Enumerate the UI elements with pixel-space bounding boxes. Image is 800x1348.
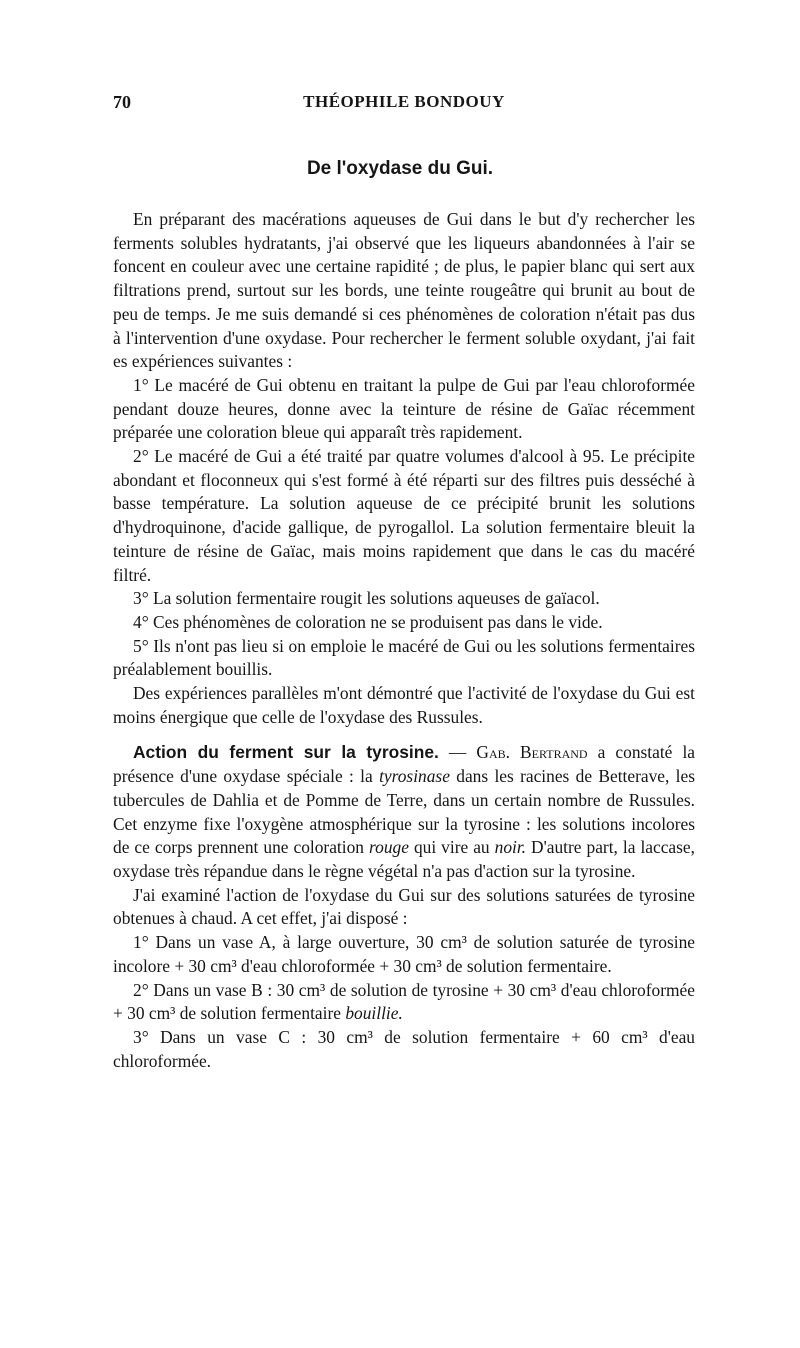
text-run: — [438,742,477,763]
paragraph [113,979,695,1026]
paragraph: 1° Dans un vase A, à large ouverture, 30 cm³ de solution saturée de tyrosine incolore + 30 cm³ d'eau chloroformée + 30 cm³ de solution fermentaire. [113,932,695,976]
section-title: De l'oxydase du Gui. [306,158,494,179]
text-run: qui vire au [408,837,495,858]
text-run: a constaté la présence d'une oxydase spéciale : la [113,742,695,787]
page-number: 70 [113,92,131,112]
running-head: THÉOPHILE BONDOUY [303,92,505,111]
term-tyrosinase: tyrosinase [379,766,450,787]
text-run: 2° Dans un vase B : 30 cm³ de solution de tyrosine + 30 cm³ d'eau chloroformée + 30 cm³ de solution fermentaire [113,979,695,1024]
author-last-name: Bertrand [520,742,588,763]
text-run: D'autre part, la laccase, oxydase très répandue dans le règne végétal n'a pas d'action sur la tyrosine. [113,837,695,881]
paragraph: 5° Ils n'ont pas lieu si on emploie le macéré de Gui ou les solutions fermentaires préalablement bouillis. [113,635,695,680]
author-first-name: Gab. [476,742,510,763]
paragraph: 4° Ces phénomènes de coloration ne se produisent pas dans le vide. [133,611,603,632]
paragraph: 2° Le macéré de Gui a été traité par quatre volumes d'alcool à 95. Le précipite abondant et floconneux qui s'est formé à été réparti sur des filtres puis desséché à basse température. La solution aqueuse de ce précipité brunit les solutions d'hydroquinone, d'acide gallique, de pyrogallol. La solution fermentaire bleuit la teinture de résine de Gaïac, mais moins rapidement que dans le cas du macéré filtré. [113,446,695,585]
word-noir: noir. [494,837,527,858]
paragraph: J'ai examiné l'action de l'oxydase du Gui sur des solutions saturées de tyrosine obtenues à chaud. A cet effet, j'ai disposé : [113,884,695,929]
word-bouillie: bouillie. [345,1003,403,1024]
paragraph: 3° Dans un vase C : 30 cm³ de solution fermentaire + 60 cm³ d'eau chloroformée. [113,1026,695,1071]
paragraph: 3° La solution fermentaire rougit les solutions aqueuses de gaïacol. [133,588,600,609]
paragraph: Des expériences parallèles m'ont démontré que l'activité de l'oxydase du Gui est moins énergique que celle de l'oxydase des Russules. [113,683,695,727]
page-header [113,92,695,116]
text-run [510,742,520,762]
paragraph: 1° Le macéré de Gui obtenu en traitant la pulpe de Gui par l'eau chloroformée pendant douze heures, donne avec la teinture de résine de Gaïac récemment préparée une coloration bleue qui apparaît très rapidement. [113,374,695,443]
run-in-heading: Action du ferment sur la tyrosine. [133,742,439,763]
word-rouge: rouge [369,837,409,858]
paragraph: En préparant des macérations aqueuses de Gui dans le but d'y rechercher les ferments solubles hydratants, j'ai observé que les liqueurs abandonnées à l'air se foncent en couleur avec une certaine rapidité ; de plus, le papier blanc qui sert aux filtrations prend, surtout sur les bords, une teinte rougeâtre qui brunit au bout de peu de temps. Je me suis demandé si ces phénomènes de coloration n'était pas dus à l'intervention d'une oxydase. Pour rechercher le ferment soluble oxydant, j'ai fait es expériences suivantes : [113,209,695,372]
paragraph [113,741,695,883]
body-text [113,208,695,1073]
text-run: dans les racines de Betterave, les tubercules de Dahlia et de Pomme de Terre, dans un certain nombre de Russules. Cet enzyme fixe l'oxygène atmosphérique sur la tyrosine : les solutions incolores de ce corps prennent une coloration [113,766,695,858]
